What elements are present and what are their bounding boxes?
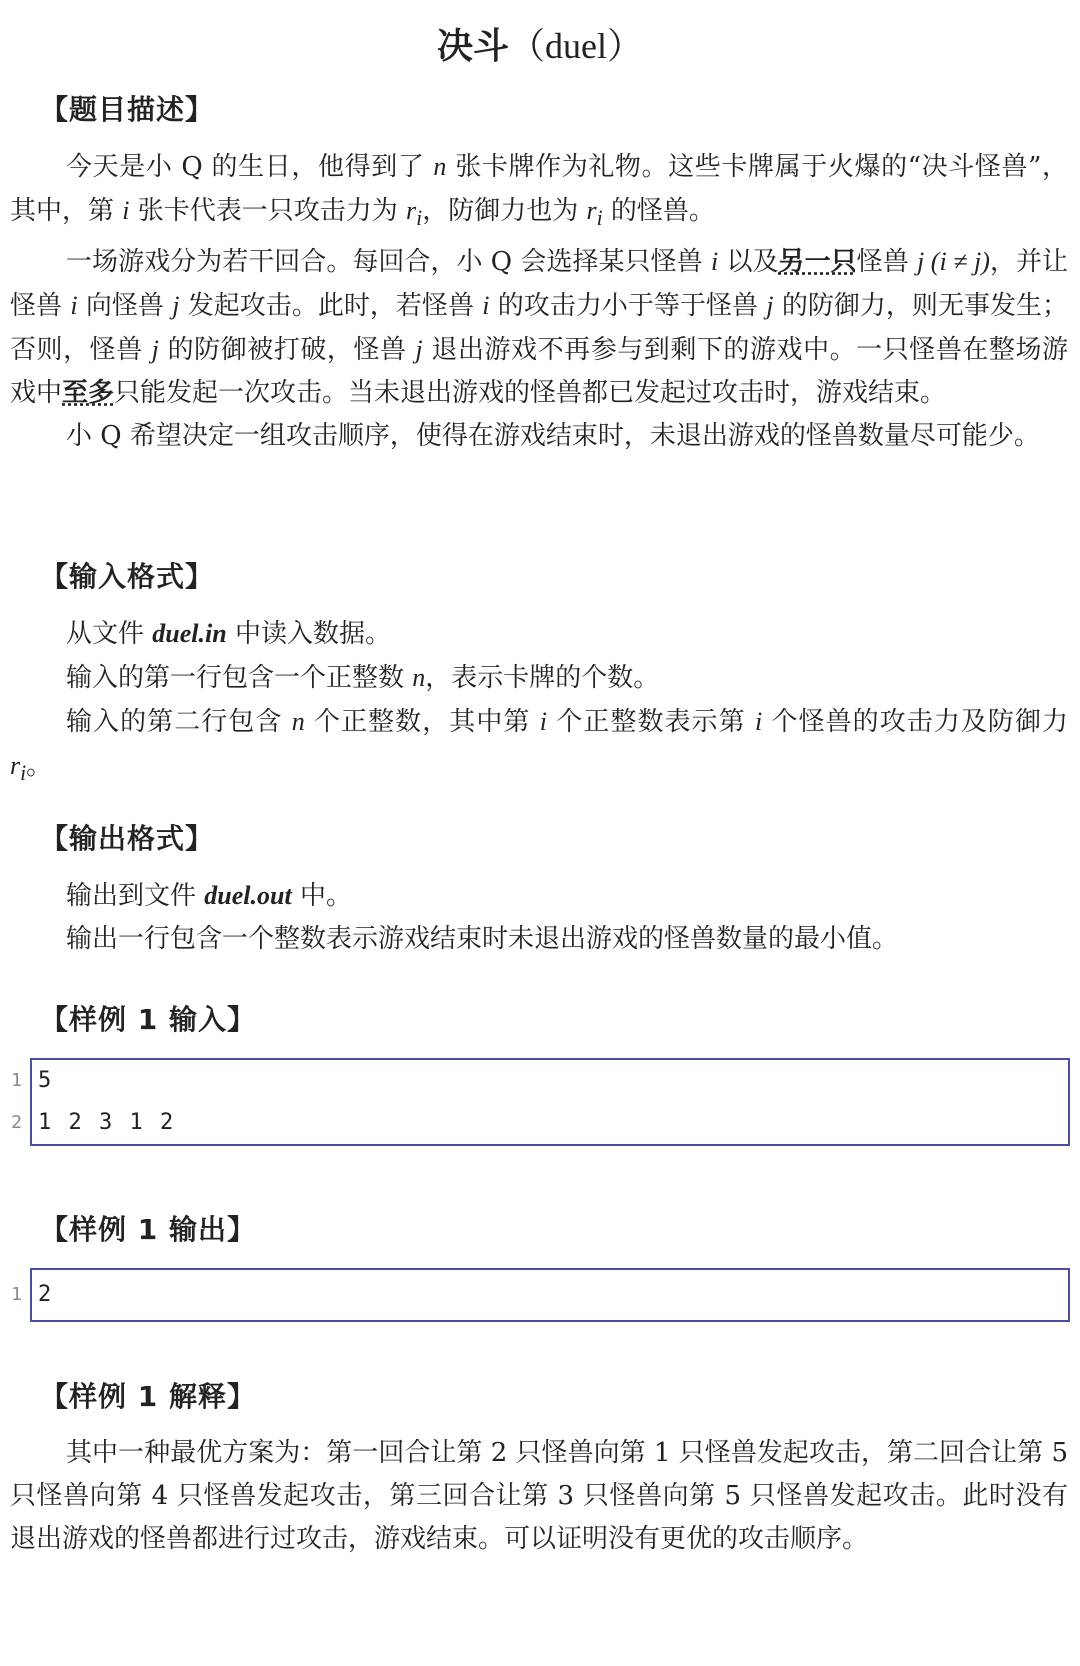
title-english: （duel） (509, 26, 643, 66)
input-format-line-3: 输入的第二行包含 n 个正整数，其中第 i 个正整数表示第 i 个怪兽的攻击力及防御力 $r_i$。 (10, 707, 1069, 786)
emphasis-another: 另一只 (778, 247, 857, 278)
line-number: 1 (11, 1070, 22, 1091)
input-format-body (10, 612, 1068, 795)
code-text: 5 (38, 1068, 52, 1093)
input-format-heading: 【输入格式】 (40, 560, 215, 593)
output-format-line-1: 输出到文件 duel.out 中。 (66, 881, 352, 911)
emphasis-at-most: 至多 (62, 378, 115, 409)
sample-explanation-heading: 【样例 1 解释】 (40, 1380, 256, 1413)
line-number: 1 (11, 1284, 22, 1305)
description-paragraph-1: 今天是小 Q 的生日，他得到了 n 张卡牌作为礼物。这些卡牌属于火爆的“决斗怪兽”，其中，第 i 张卡代表一只攻击力为 $r_i$，防御力也为 $r_i$ 的怪兽。 (10, 152, 1068, 231)
output-format-body (10, 874, 1068, 961)
description-heading: 【题目描述】 (40, 93, 215, 126)
problem-title (0, 18, 1080, 69)
description-body (10, 145, 1068, 458)
code-text: 2 (38, 1282, 52, 1307)
output-format-heading: 【输出格式】 (40, 822, 215, 855)
sample-output-heading: 【样例 1 输出】 (40, 1213, 256, 1246)
code-line (11, 1102, 1068, 1144)
output-file-name: duel.out (204, 881, 292, 910)
code-line (11, 1270, 1068, 1320)
description-paragraph-3: 小 Q 希望决定一组攻击顺序，使得在游戏结束时，未退出游戏的怪兽数量尽可能少。 (66, 421, 1040, 452)
sample-input-code-box (11, 1058, 1070, 1146)
output-format-line-2: 输出一行包含一个整数表示游戏结束时未退出游戏的怪兽数量的最小值。 (66, 924, 899, 954)
input-file-name: duel.in (152, 619, 227, 648)
sample-output-code-box (11, 1268, 1070, 1322)
sample-input-heading: 【样例 1 输入】 (40, 1003, 256, 1036)
title-chinese: 决斗 (437, 26, 510, 67)
description-paragraph-2: 一场游戏分为若干回合。每回合，小 Q 会选择某只怪兽 i 以及另一只怪兽 j (i ≠ j)，并让怪兽 i 向怪兽 j 发起攻击。此时，若怪兽 i 的攻击力小于等于怪兽 j 的防御力，则无事发生；否则，怪兽 j 的防御被打破，怪兽 j 退出游戏不再参与到剩下的游戏中。一只怪兽在整场游戏中至多只能发起一次攻击。当未退出游戏的怪兽都已发起过攻击时，游戏结束。 (10, 247, 1069, 409)
input-format-line-2: 输入的第一行包含一个正整数 n，表示卡牌的个数。 (66, 663, 660, 693)
line-number: 2 (11, 1112, 22, 1133)
explanation-text: 其中一种最优方案为：第一回合让第 2 只怪兽向第 1 只怪兽发起攻击，第二回合让第 5 只怪兽向第 4 只怪兽发起攻击，第三回合让第 3 只怪兽向第 5 只怪兽发起攻击。此时没有退出游戏的怪兽都进行过攻击，游戏结束。可以证明没有更优的攻击顺序。 (10, 1438, 1068, 1554)
explanation-body (10, 1432, 1068, 1561)
code-line (11, 1060, 1068, 1102)
input-format-line-1: 从文件 duel.in 中读入数据。 (66, 619, 391, 649)
code-text: 1 2 3 1 2 (38, 1110, 174, 1135)
